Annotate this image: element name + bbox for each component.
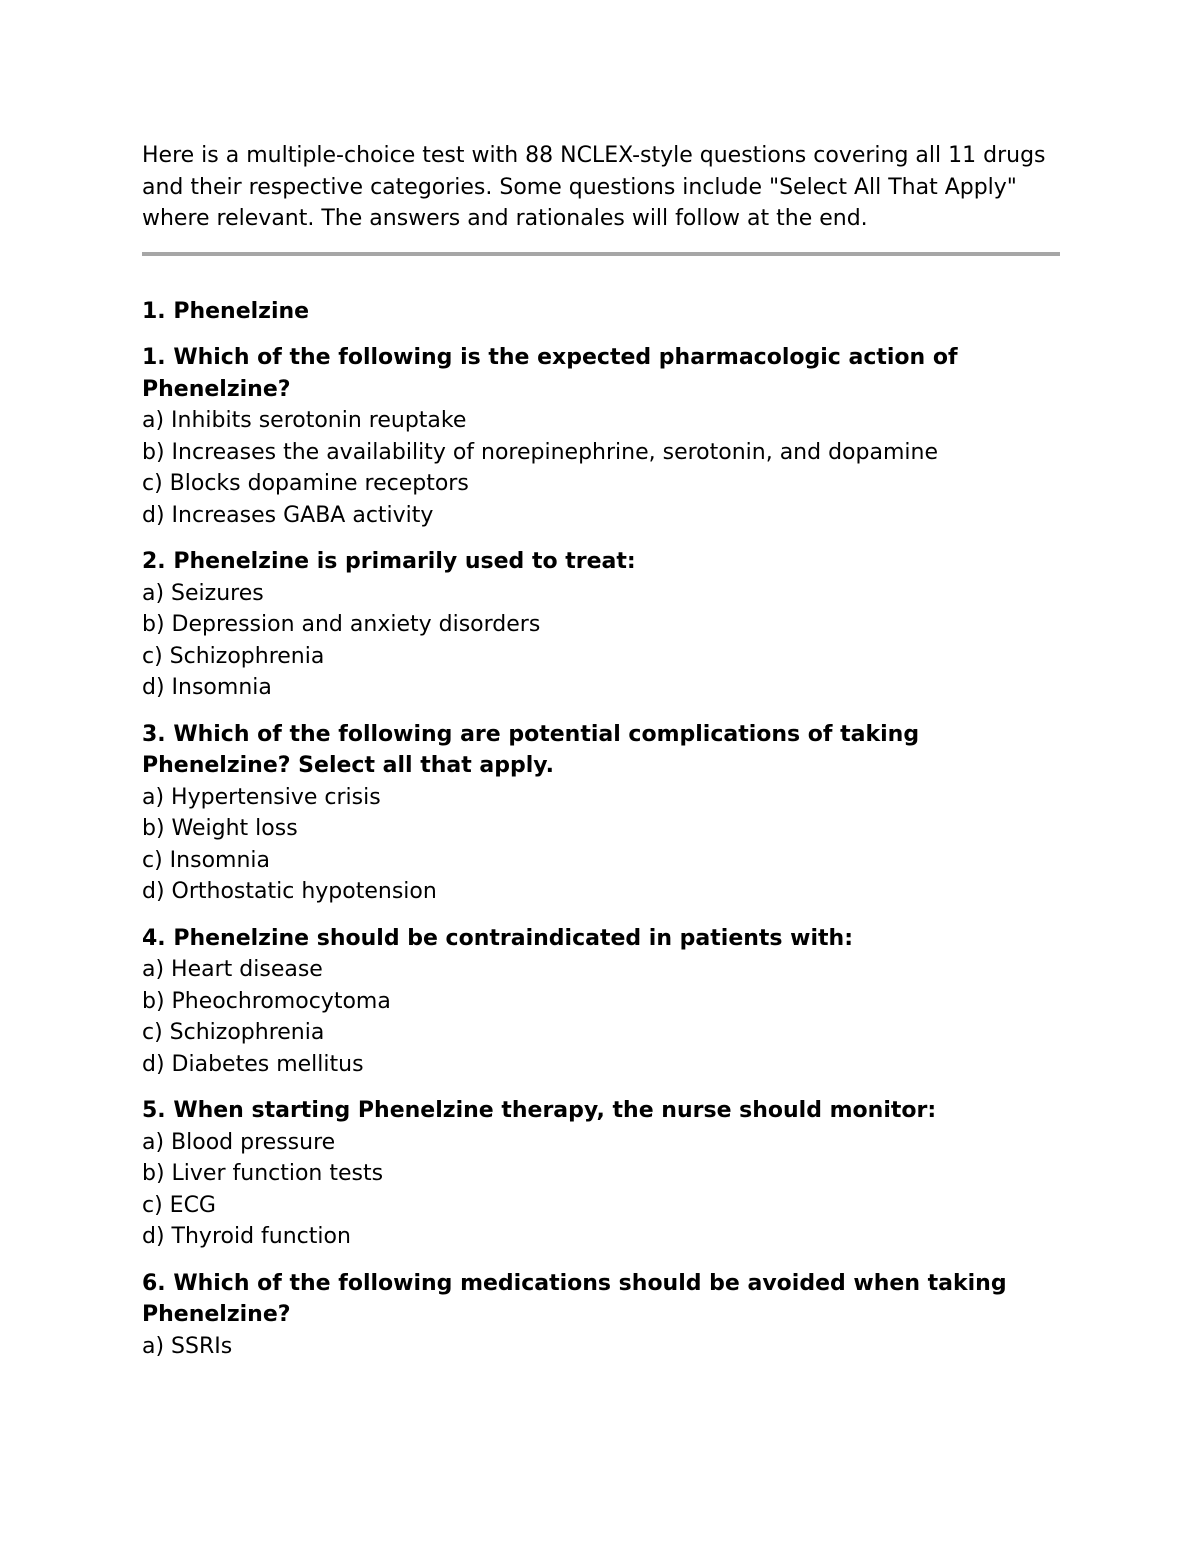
answer-options — [142, 405, 1060, 531]
question-text: 4. Phenelzine should be contraindicated in patients with: — [142, 925, 854, 951]
answer-option-c: c) Insomnia — [142, 847, 270, 873]
answer-option-a: a) Heart disease — [142, 957, 323, 982]
answer-option-d: d) Thyroid function — [142, 1224, 351, 1249]
question-6 — [142, 1268, 1060, 1363]
answer-options — [142, 1127, 1060, 1253]
answer-option-a: a) Hypertensive crisis — [142, 784, 381, 810]
question-text: 6. Which of the following medications should be avoided when taking Phenelzine? — [142, 1270, 1007, 1327]
question-5 — [142, 1095, 1060, 1253]
answer-options — [142, 1331, 1060, 1363]
question-1 — [142, 342, 1060, 531]
document-page — [142, 140, 1060, 1377]
answer-option-d: d) Orthostatic hypotension — [142, 879, 437, 904]
answer-option-a: a) Inhibits serotonin reuptake — [142, 408, 467, 433]
question-text: 5. When starting Phenelzine therapy, the nurse should monitor: — [142, 1098, 937, 1123]
answer-option-c: c) Schizophrenia — [142, 643, 325, 669]
question-text: 2. Phenelzine is primarily used to treat: — [142, 549, 636, 574]
answer-option-c: c) ECG — [142, 1192, 216, 1218]
section-title: 1. Phenelzine — [142, 298, 310, 324]
answer-option-d: d) Increases GABA activity — [142, 502, 434, 528]
question-3 — [142, 719, 1060, 908]
question-4 — [142, 923, 1060, 1081]
answer-option-c: c) Schizophrenia — [142, 1020, 325, 1045]
question-text: 3. Which of the following are potential complications of taking Phenelzine? Select all that apply. — [142, 721, 920, 778]
answer-option-a: a) SSRIs — [142, 1333, 233, 1359]
question-text: 1. Which of the following is the expected pharmacologic action of Phenelzine? — [142, 345, 958, 402]
answer-options — [142, 578, 1060, 704]
question-2 — [142, 546, 1060, 704]
answer-option-a: a) Blood pressure — [142, 1129, 336, 1155]
answer-option-d: d) Insomnia — [142, 675, 272, 700]
answer-option-d: d) Diabetes mellitus — [142, 1051, 364, 1077]
answer-options — [142, 782, 1060, 908]
answer-option-a: a) Seizures — [142, 580, 264, 606]
answer-options — [142, 954, 1060, 1080]
horizontal-divider — [142, 252, 1060, 256]
answer-option-b: b) Weight loss — [142, 816, 298, 841]
answer-option-b: b) Liver function tests — [142, 1161, 384, 1186]
answer-option-b: b) Increases the availability of norepinephrine, serotonin, and dopamine — [142, 439, 938, 465]
answer-option-b: b) Depression and anxiety disorders — [142, 612, 541, 637]
answer-option-b: b) Pheochromocytoma — [142, 988, 391, 1014]
answer-option-c: c) Blocks dopamine receptors — [142, 471, 469, 496]
intro-paragraph: Here is a multiple-choice test with 88 NCLEX-style questions covering all 11 drugs and their respective categories. Some questions include "Select All That Apply" where relevant. The answers and rationales will follow at the end. — [142, 143, 1046, 231]
